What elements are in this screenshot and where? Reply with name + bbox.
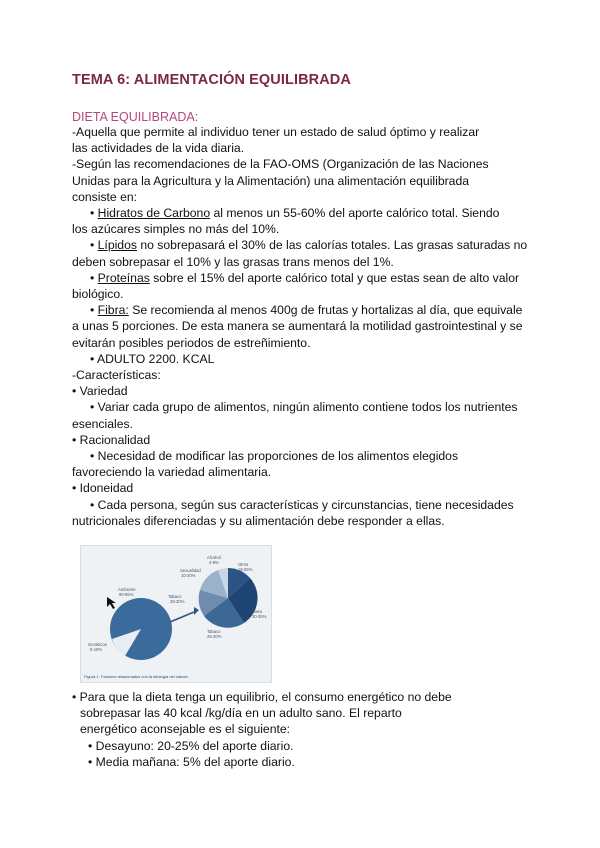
paragraph-line: energético aconsejable es el siguiente: <box>80 722 291 737</box>
label-alcohol-pct: 4-8% <box>209 560 219 565</box>
paragraph-line: consiste en: <box>72 189 138 204</box>
bullet-variedad: • Variar cada grupo de alimentos, ningún alimento contiene todos los nutrientes <box>90 400 518 415</box>
label-sexualidad-pct: 10-20% <box>181 573 196 578</box>
term-fibra: Fibra: <box>97 303 129 318</box>
paragraph-line: Unidas para la Agricultura y la Alimentación) una alimentación equilibrada <box>72 173 469 188</box>
paragraph-line: esenciales. <box>72 416 133 431</box>
bullet-fibra: • Fibra: Se recomienda al menos 400g de frutas y hortalizas al día, que equivale <box>90 303 523 318</box>
bullet-text: Se recomienda al menos 400g de frutas y hortalizas al día, que equivale <box>128 303 523 318</box>
label-otros-pct: 15-25% <box>238 567 253 572</box>
bullet-racionalidad: • Necesidad de modificar las proporciones de los alimentos elegidos <box>90 449 459 464</box>
pie-small <box>199 568 258 628</box>
paragraph-line: nutricionales diferenciadas y su alimentación debe responder a ellas. <box>72 513 445 528</box>
paragraph-line: sobrepasar las 40 kcal /kg/día en un adulto sano. El reparto <box>80 706 402 721</box>
bullet-proteinas: • Proteínas sobre el 15% del aporte calórico total y que estas sean de alto valor <box>90 270 520 285</box>
bottom-text <box>72 689 532 770</box>
paragraph-line: biológico. <box>72 287 124 302</box>
paragraph-line: -Aquella que permite al individuo tener un estado de salud óptimo y realizar <box>72 125 480 139</box>
paragraph-line: evitarán posibles periodos de estreñimiento. <box>72 335 311 350</box>
label-otros: Otros <box>238 562 249 567</box>
heading-racionalidad: • Racionalidad <box>72 432 151 447</box>
paragraph-line: a unas 5 porciones. De esta manera se aumentará la motilidad gastrointestinal y se <box>72 319 523 334</box>
figure-caption: Figura 1. Factores relacionados con la etiología del cáncer. <box>84 674 189 679</box>
bullet-equilibrio: • Para que la dieta tenga un equilibrio, el consumo energético no debe <box>72 690 452 704</box>
term-hidratos: Hidratos de Carbono <box>97 206 211 221</box>
paragraph-line: -Según las recomendaciones de la FAO-OMS (Organización de las Naciones <box>72 157 489 172</box>
label-dieta: Dieta <box>252 609 262 614</box>
label-ambiente: Ambiente <box>118 587 136 592</box>
bullet-text: al menos un 55-60% del aporte calórico total. Siendo <box>210 206 500 221</box>
bullet-idoneidad: • Cada persona, según sus características y circunstancias, tiene necesidades <box>90 497 514 512</box>
bullet-hidratos: • Hidratos de Carbono al menos un 55-60% del aporte calórico total. Siendo <box>90 206 500 221</box>
paragraph-line: los azúcares simples no más del 10%. <box>72 222 280 237</box>
term-proteinas: Proteínas <box>97 270 150 285</box>
body-text <box>72 124 532 529</box>
bullet-lipidos: • Lípidos no sobrepasará el 30% de las calorías totales. Las grasas saturadas no <box>90 238 528 253</box>
label-geneticos-pct: 5-10% <box>90 647 103 652</box>
section-title: DIETA EQUILIBRADA: <box>72 110 199 124</box>
label-ambiente-pct: 90-95% <box>119 592 134 597</box>
pointer-icon <box>107 597 116 609</box>
connector-arrow <box>194 607 199 615</box>
pie-charts <box>81 546 271 682</box>
label-tabaco-2: Tabaco <box>168 594 182 599</box>
page-title: TEMA 6: ALIMENTACIÓN EQUILIBRADA <box>72 72 351 88</box>
label-tabaco: Tabaco <box>207 629 221 634</box>
heading-variedad: • Variedad <box>72 384 128 399</box>
bullet-text: sobre el 15% del aporte calórico total y que estas sean de alto valor <box>149 270 520 285</box>
connector-line <box>170 612 194 622</box>
figure-cancer-factors <box>80 545 272 683</box>
term-lipidos: Lípidos <box>97 238 137 253</box>
heading-idoneidad: • Idoneidad <box>72 481 134 496</box>
bullet-media-manana: • Media mañana: 5% del aporte diario. <box>88 754 295 769</box>
label-dieta-pct: 30-35% <box>252 614 267 619</box>
paragraph-line: -Características: <box>72 368 161 383</box>
bullet-text: no sobrepasará el 30% de las calorías totales. Las grasas saturadas no <box>136 238 528 253</box>
label-geneticos: Genéticos <box>88 642 107 647</box>
label-sexualidad: Sexualidad <box>180 568 201 573</box>
bullet-adulto: • ADULTO 2200. KCAL <box>90 351 215 366</box>
paragraph-line: las actividades de la vida diaria. <box>72 141 245 156</box>
label-tabaco-2-pct: 25-30% <box>170 599 185 604</box>
paragraph-line: favoreciendo la variedad alimentaria. <box>72 465 272 480</box>
label-tabaco-pct: 25-30% <box>207 634 222 639</box>
bullet-desayuno: • Desayuno: 20-25% del aporte diario. <box>88 738 294 753</box>
paragraph-line: deben sobrepasar el 10% y las grasas trans menos del 1%. <box>72 254 394 269</box>
label-alcohol: Alcohol <box>207 555 221 560</box>
